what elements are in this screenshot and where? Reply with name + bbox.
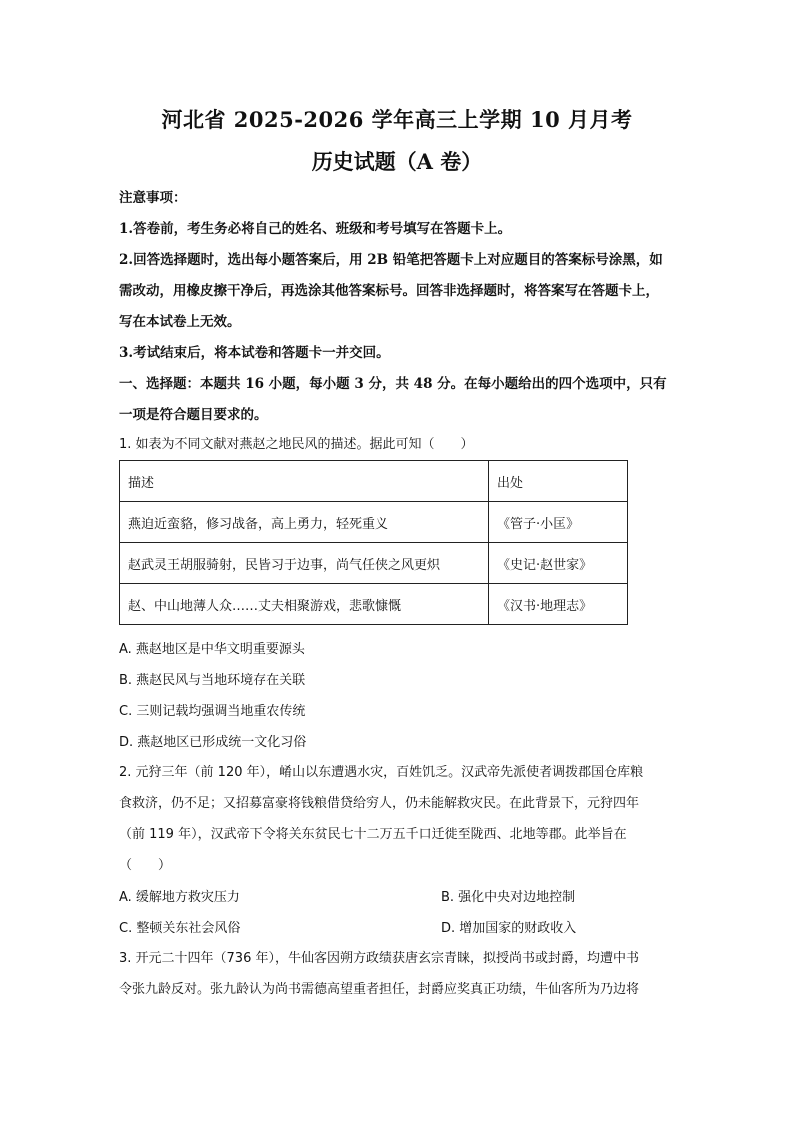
- notice-heading: 注意事项：: [119, 190, 187, 206]
- table-cell: 《史记·赵世家》: [489, 543, 628, 584]
- q1-option-c: C. 三则记载均强调当地重农传统: [119, 704, 306, 719]
- notice-item-2-line-1: 2.回答选择题时，选出每小题答案后，用 2B 铅笔把答题卡上对应题目的答案标号涂黑，如: [119, 252, 663, 268]
- q2-option-a: A. 缓解地方救灾压力: [119, 890, 240, 905]
- question-2-line-3: （前 119 年），汉武帝下令将关东贫民七十二万五千口迁徙至陇西、北地等郡。此举旨在: [119, 827, 627, 842]
- table-row: [120, 584, 628, 625]
- table-header-row: [120, 461, 628, 502]
- q1-option-a: A. 燕赵地区是中华文明重要源头: [119, 642, 305, 657]
- question-2-line-1: 2. 元狩三年（前 120 年），崤山以东遭遇水灾，百姓饥乏。汉武帝先派使者调拨郡国仓库粮: [119, 765, 644, 780]
- notice-item-2-line-2: 需改动，用橡皮擦干净后，再选涂其他答案标号。回答非选择题时，将答案写在答题卡上，: [119, 283, 659, 299]
- q1-option-d: D. 燕赵地区已形成统一文化习俗: [119, 735, 307, 750]
- q2-option-c: C. 整顿关东社会风俗: [119, 921, 241, 936]
- table-header-cell: 描述: [120, 461, 489, 502]
- q2-option-b: B. 强化中央对边地控制: [441, 890, 576, 905]
- q2-option-d: D. 增加国家的财政收入: [441, 921, 577, 936]
- table-cell: 《汉书·地理志》: [489, 584, 628, 625]
- section-1-heading-line-1: 一、选择题：本题共 16 小题，每小题 3 分，共 48 分。在每小题给出的四个选项中，只有: [119, 376, 667, 392]
- table-cell: 赵武灵王胡服骑射，民皆习于边事，尚气任侠之风更炽: [120, 543, 489, 584]
- question-3-line-1: 3. 开元二十四年（736 年），牛仙客因朔方政绩获唐玄宗青睐，拟授尚书或封爵，均遭中书: [119, 951, 639, 966]
- table-cell: 赵、中山地薄人众……丈夫相聚游戏，悲歌慷慨: [120, 584, 489, 625]
- exam-title: 河北省 2025-2026 学年高三上学期 10 月月考: [161, 107, 633, 132]
- notice-item-3: 3.考试结束后，将本试卷和答题卡一并交回。: [119, 345, 390, 361]
- table-row: [120, 502, 628, 543]
- question-1-stem: 1. 如表为不同文献对燕赵之地民风的描述。据此可知（ ）: [119, 437, 474, 452]
- question-2-line-2: 食救济，仍不足；又招募富豪将钱粮借贷给穷人，仍未能解救灾民。在此背景下，元狩四年: [119, 796, 640, 811]
- table-cell: 燕迫近蛮貉，修习战备，高上勇力，轻死重义: [120, 502, 489, 543]
- exam-subtitle: 历史试题（A 卷）: [311, 149, 483, 174]
- question-1-table: [119, 460, 628, 625]
- table-cell: 《管子·小匡》: [489, 502, 628, 543]
- question-2-line-4: （ ）: [119, 858, 172, 873]
- question-3-stem: [119, 943, 679, 1005]
- question-3-line-2: 令张九龄反对。张九龄认为尚书需德高望重者担任，封爵应奖真正功绩，牛仙客所为乃边将: [119, 982, 640, 997]
- q1-option-b: B. 燕赵民风与当地环境存在关联: [119, 673, 306, 688]
- table-row: [120, 543, 628, 584]
- section-1-heading-line-2: 一项是符合题目要求的。: [119, 407, 268, 423]
- notice-item-2-line-3: 写在本试卷上无效。: [119, 314, 241, 330]
- notice-item-1: 1.答卷前，考生务必将自己的姓名、班级和考号填写在答题卡上。: [119, 221, 512, 237]
- notice-section: [119, 183, 679, 431]
- question-2-stem: [119, 757, 679, 881]
- table-header-cell: 出处: [489, 461, 628, 502]
